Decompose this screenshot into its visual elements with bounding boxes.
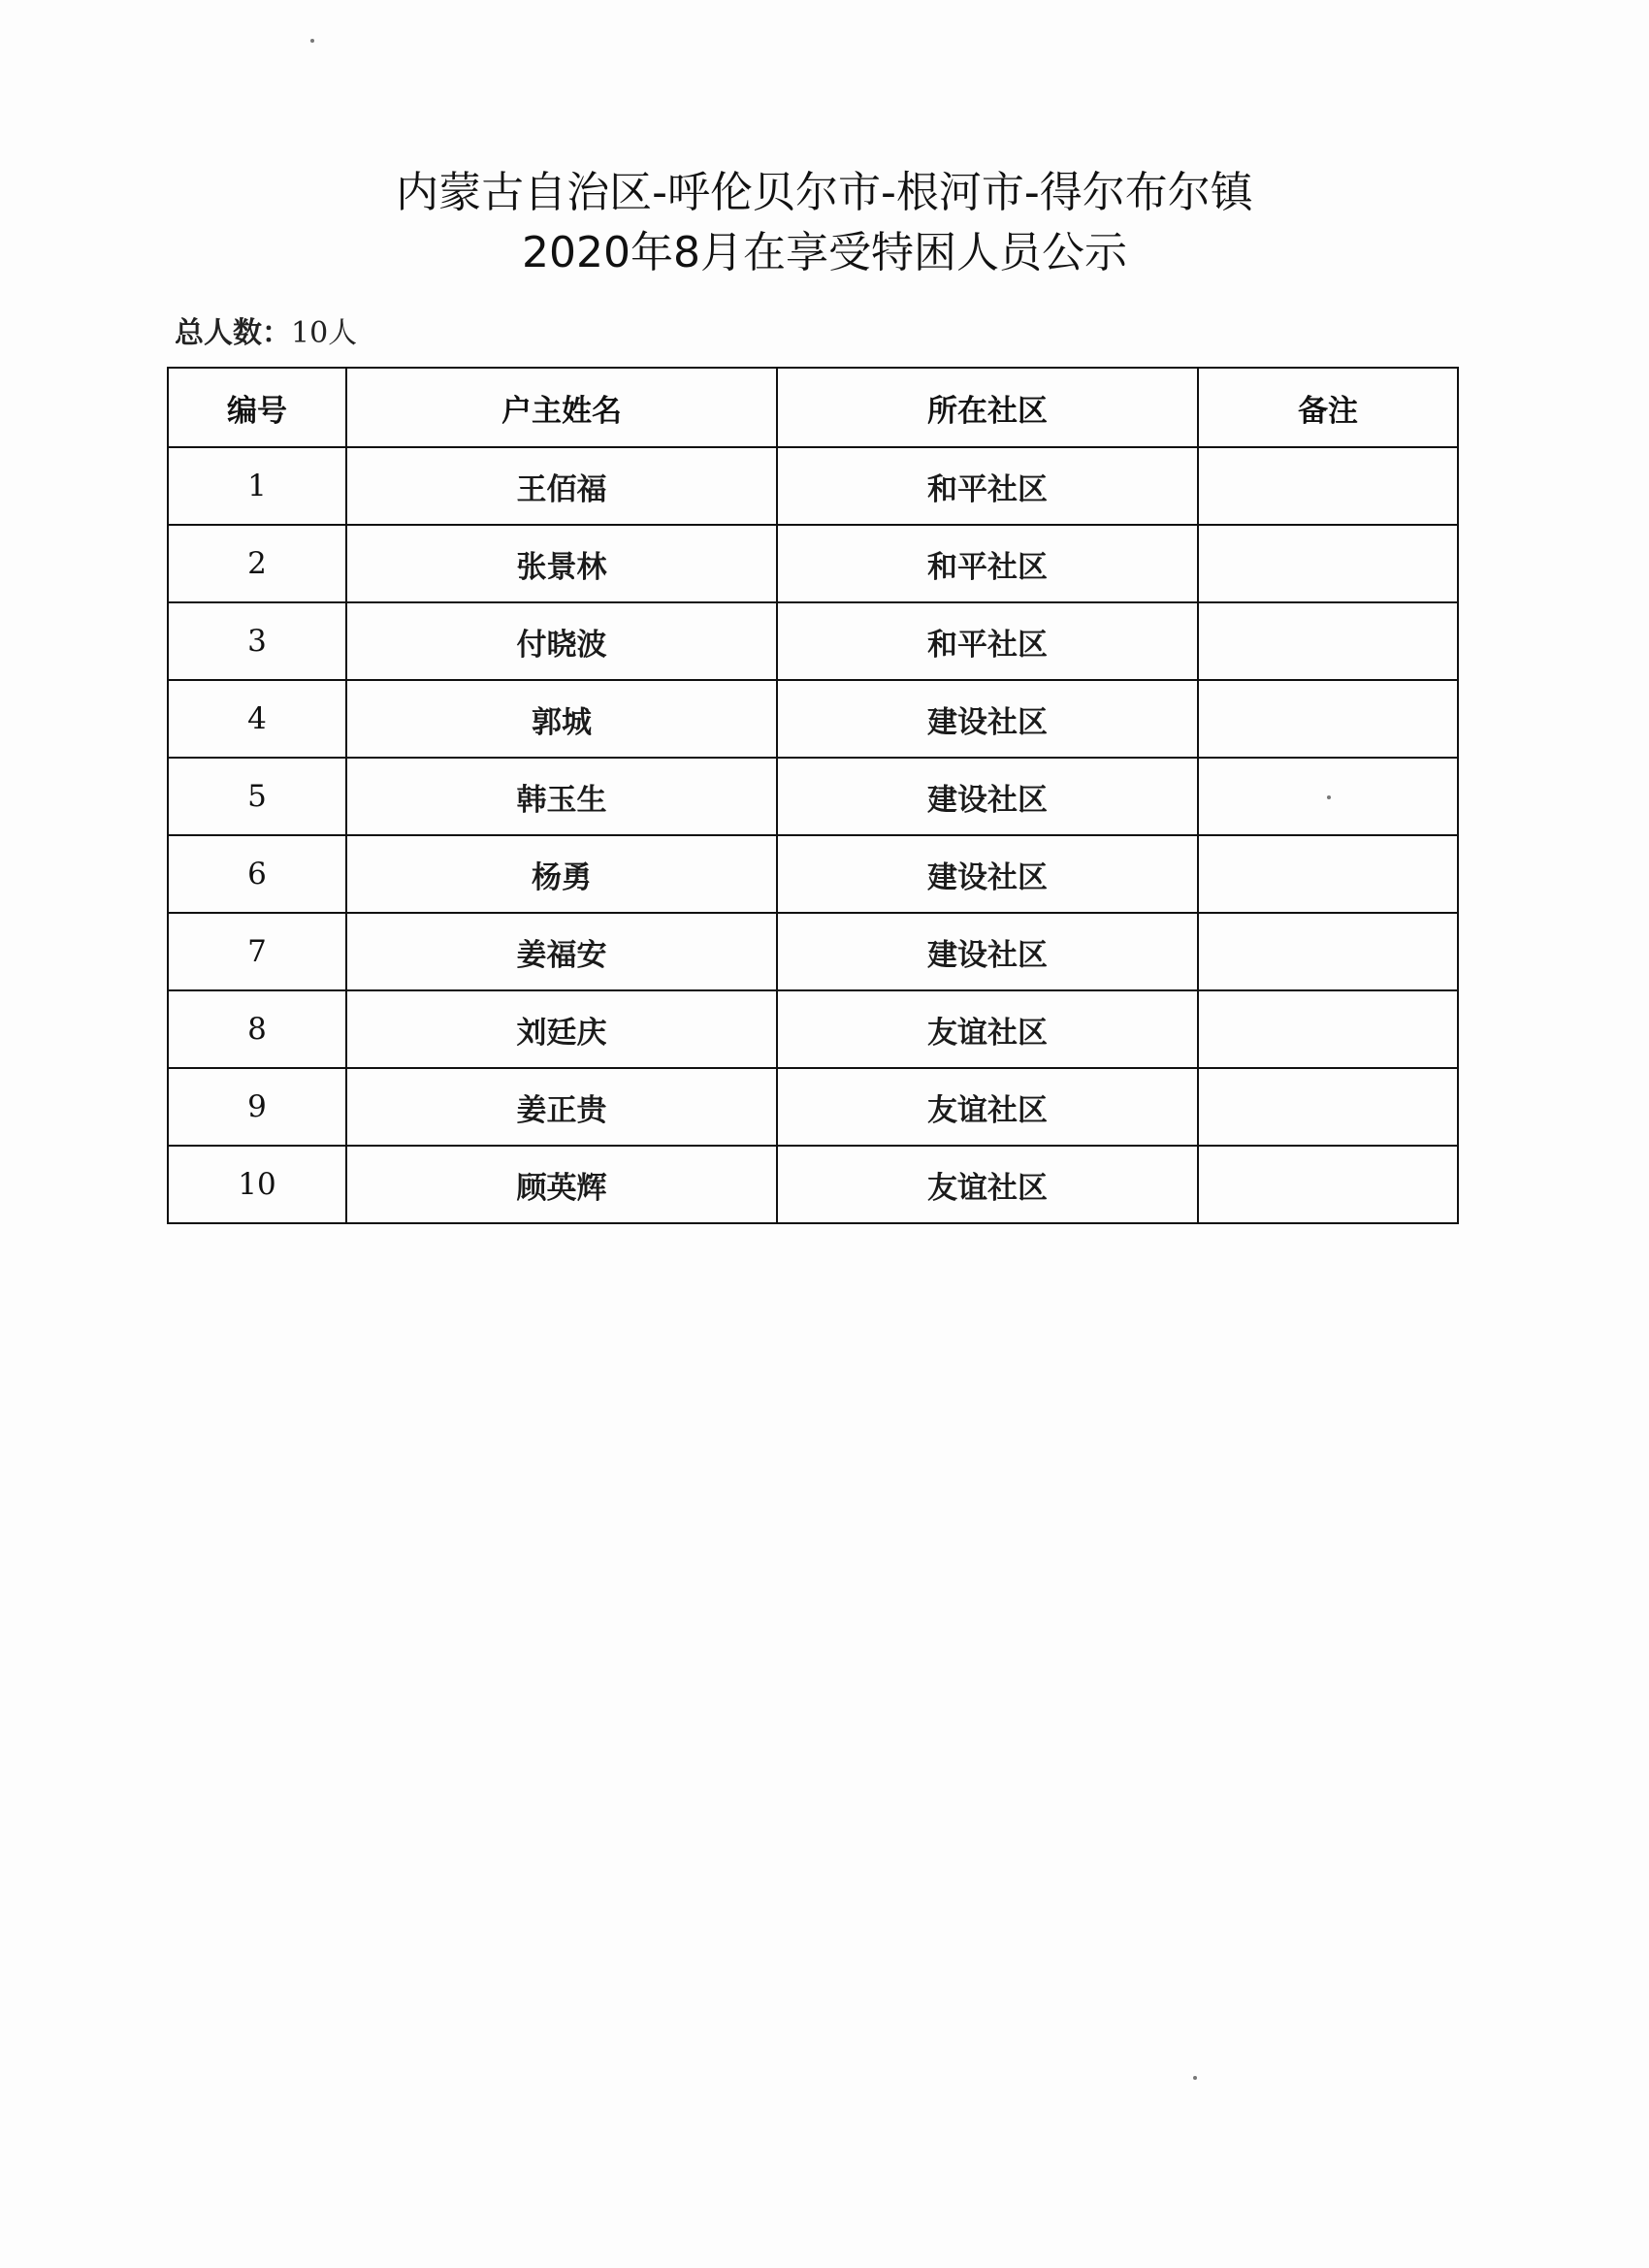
cell-name: 韩玉生 bbox=[346, 758, 777, 835]
table-row bbox=[168, 1068, 1458, 1146]
cell-remarks bbox=[1198, 1146, 1458, 1223]
cell-number: 3 bbox=[168, 602, 346, 680]
cell-number: 7 bbox=[168, 913, 346, 990]
table-row bbox=[168, 447, 1458, 525]
cell-remarks bbox=[1198, 680, 1458, 758]
cell-community: 建设社区 bbox=[777, 680, 1198, 758]
cell-community: 和平社区 bbox=[777, 525, 1198, 602]
total-label: 总人数： bbox=[175, 316, 291, 350]
cell-remarks bbox=[1198, 447, 1458, 525]
cell-name: 郭城 bbox=[346, 680, 777, 758]
cell-number: 4 bbox=[168, 680, 346, 758]
cell-name: 杨勇 bbox=[346, 835, 777, 913]
scan-speck bbox=[1327, 795, 1331, 799]
table-row bbox=[168, 758, 1458, 835]
title-line-1: 内蒙古自治区-呼伦贝尔市-根河市-得尔布尔镇 bbox=[396, 168, 1253, 217]
cell-community: 建设社区 bbox=[777, 913, 1198, 990]
cell-remarks bbox=[1198, 525, 1458, 602]
header-number: 编号 bbox=[168, 368, 346, 447]
header-community: 所在社区 bbox=[777, 368, 1198, 447]
cell-remarks bbox=[1198, 1068, 1458, 1146]
cell-remarks bbox=[1198, 990, 1458, 1068]
cell-remarks bbox=[1198, 913, 1458, 990]
cell-name: 付晓波 bbox=[346, 602, 777, 680]
table-row bbox=[168, 835, 1458, 913]
cell-name: 张景林 bbox=[346, 525, 777, 602]
cell-number: 5 bbox=[168, 758, 346, 835]
cell-community: 友谊社区 bbox=[777, 1146, 1198, 1223]
cell-name: 姜正贵 bbox=[346, 1068, 777, 1146]
cell-name: 刘廷庆 bbox=[346, 990, 777, 1068]
table-header-row bbox=[168, 368, 1458, 447]
cell-name: 姜福安 bbox=[346, 913, 777, 990]
cell-name: 王佰福 bbox=[346, 447, 777, 525]
header-remarks: 备注 bbox=[1198, 368, 1458, 447]
total-value: 10人 bbox=[291, 316, 358, 350]
table-row bbox=[168, 990, 1458, 1068]
table-row bbox=[168, 525, 1458, 602]
cell-number: 10 bbox=[168, 1146, 346, 1223]
cell-number: 8 bbox=[168, 990, 346, 1068]
total-count bbox=[175, 308, 357, 351]
table-row bbox=[168, 602, 1458, 680]
cell-number: 1 bbox=[168, 447, 346, 525]
cell-number: 2 bbox=[168, 525, 346, 602]
cell-community: 友谊社区 bbox=[777, 1068, 1198, 1146]
cell-community: 友谊社区 bbox=[777, 990, 1198, 1068]
cell-number: 6 bbox=[168, 835, 346, 913]
document-title bbox=[0, 163, 1649, 283]
table-row bbox=[168, 680, 1458, 758]
cell-community: 建设社区 bbox=[777, 758, 1198, 835]
header-householder-name: 户主姓名 bbox=[346, 368, 777, 447]
cell-remarks bbox=[1198, 602, 1458, 680]
cell-community: 和平社区 bbox=[777, 447, 1198, 525]
roster-table bbox=[167, 367, 1459, 1224]
cell-community: 和平社区 bbox=[777, 602, 1198, 680]
table-row bbox=[168, 913, 1458, 990]
cell-number: 9 bbox=[168, 1068, 346, 1146]
cell-remarks bbox=[1198, 835, 1458, 913]
title-line-2: 2020年8月在享受特困人员公示 bbox=[522, 228, 1127, 277]
table-row bbox=[168, 1146, 1458, 1223]
scan-speck bbox=[310, 39, 314, 43]
cell-name: 顾英辉 bbox=[346, 1146, 777, 1223]
cell-community: 建设社区 bbox=[777, 835, 1198, 913]
scan-speck bbox=[1193, 2076, 1197, 2080]
